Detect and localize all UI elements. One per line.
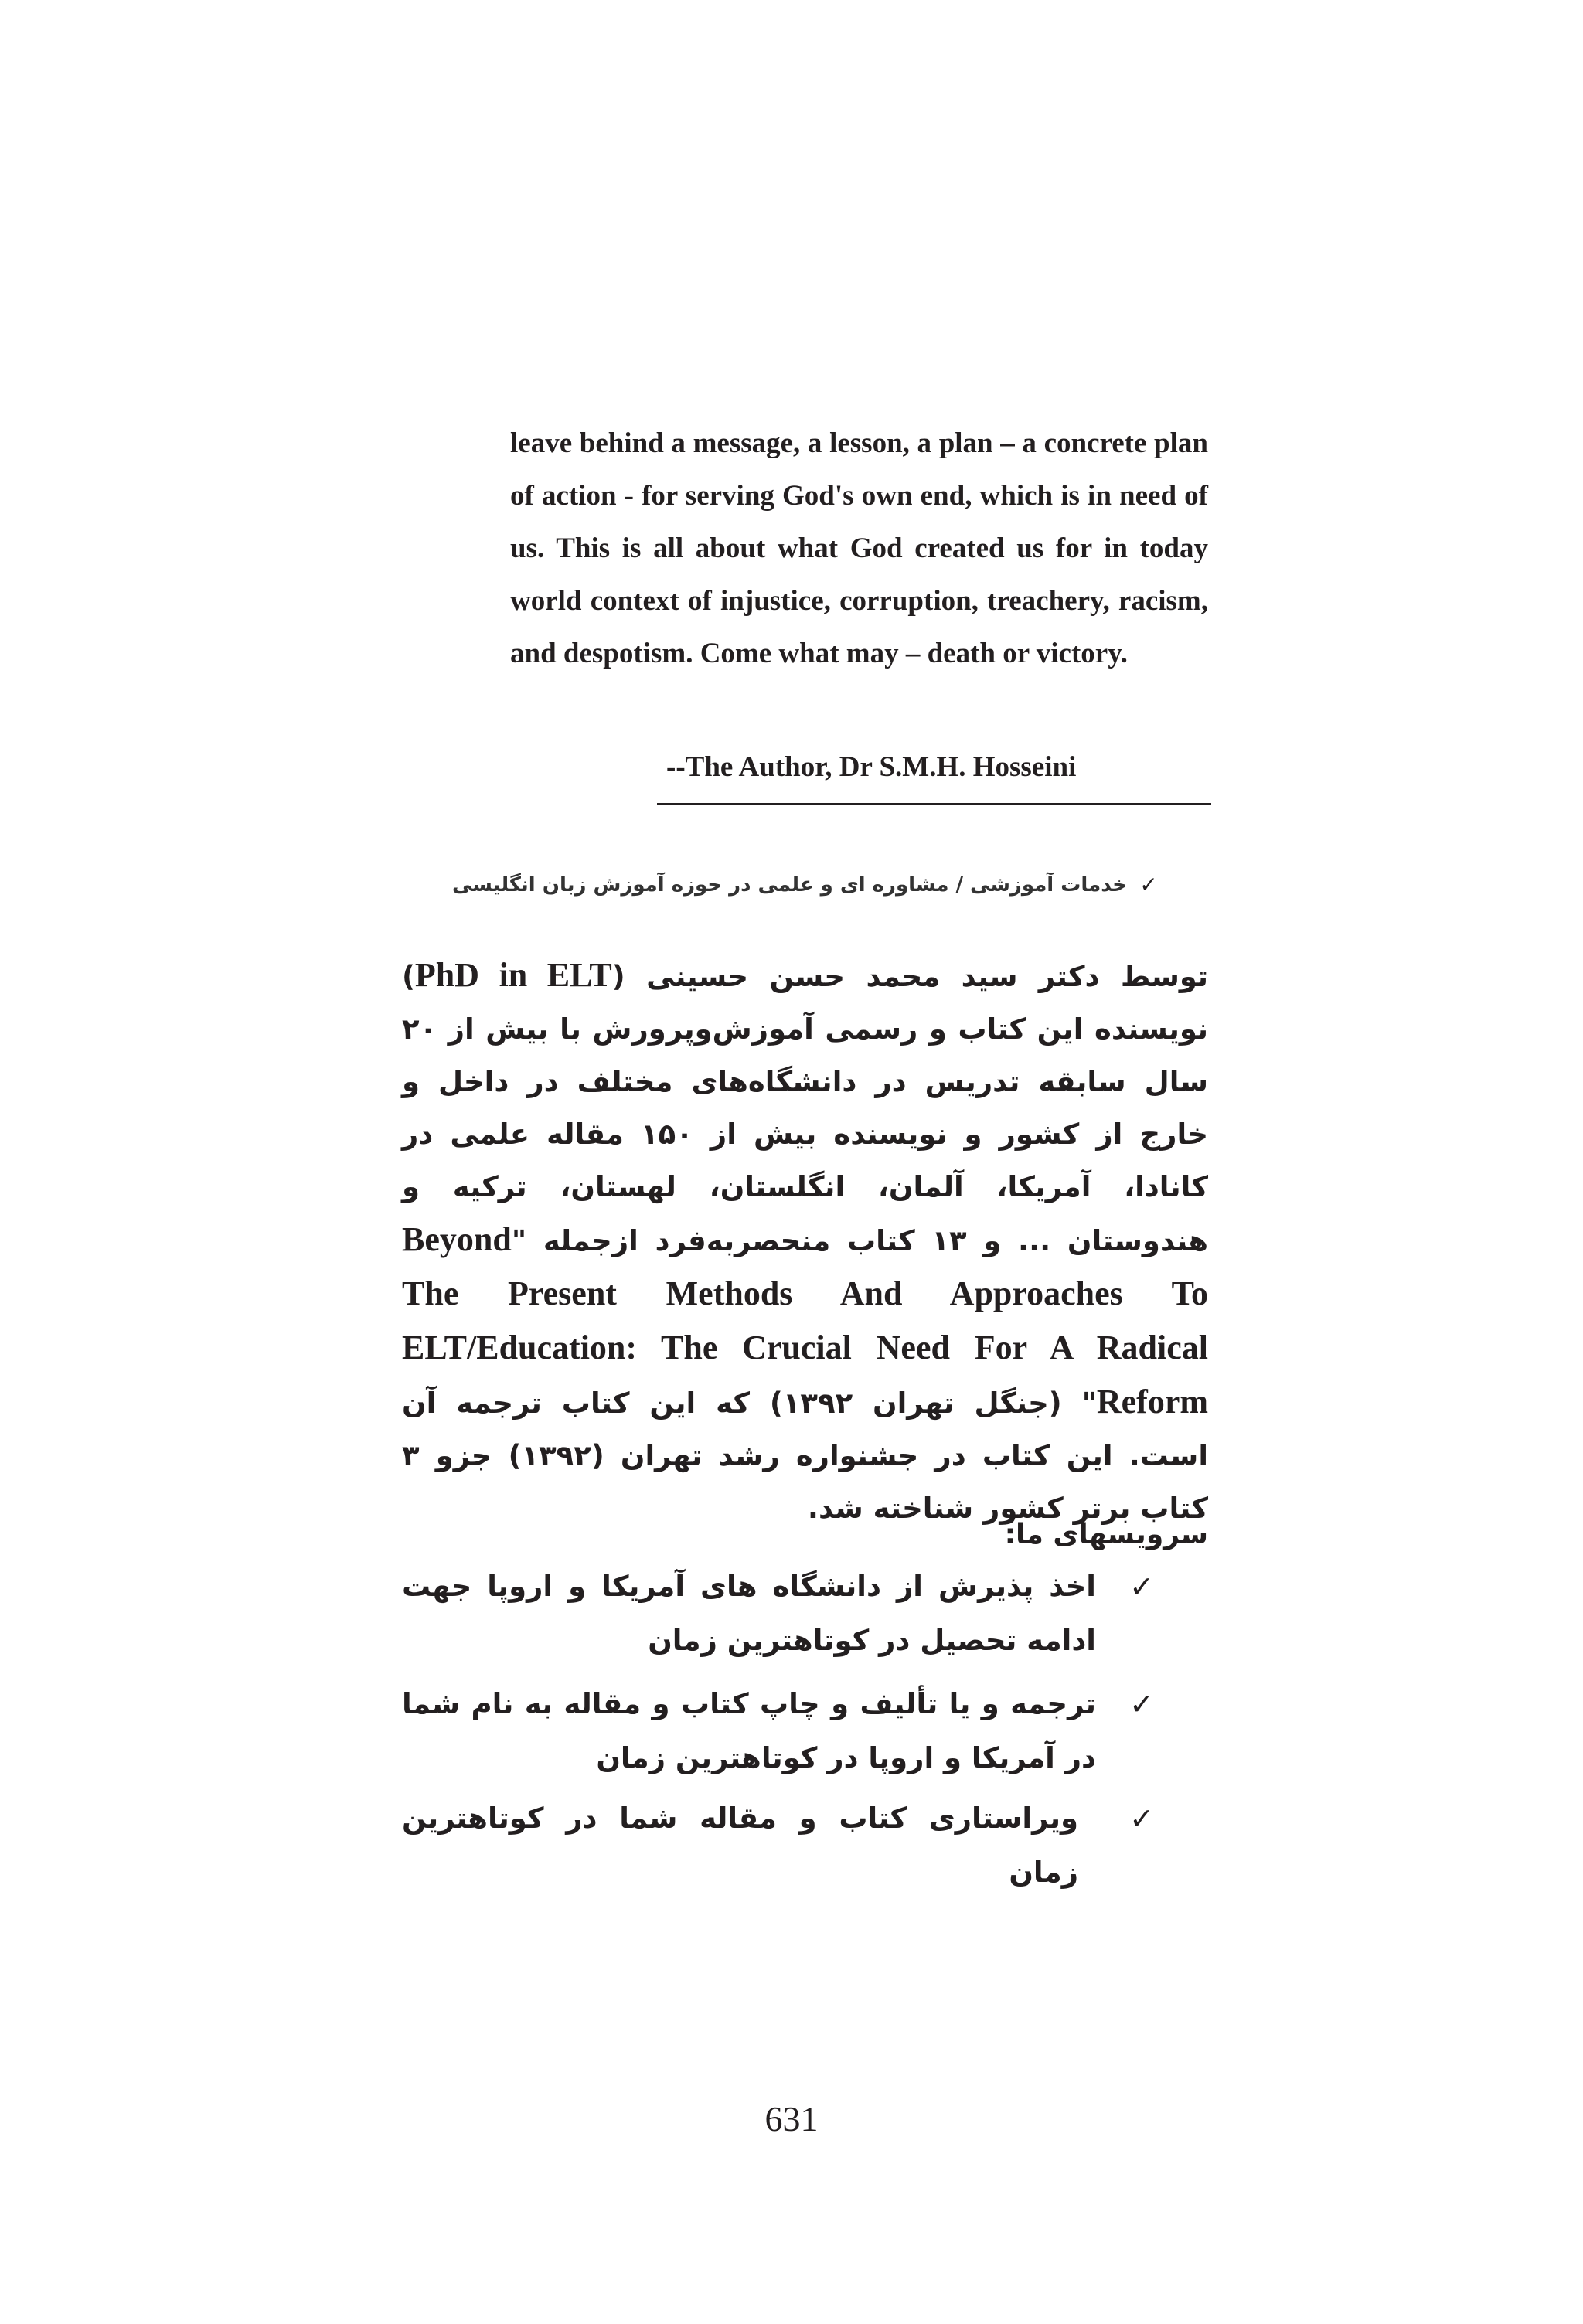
bio-text-part1: توسط دکتر سید محمد حسن حسینی ( [611, 960, 1208, 993]
author-bio-paragraph [402, 949, 1208, 1535]
bio-book-title: Beyond The Present Methods And Approaches To ELT/Education: The Crucial Need For A Radical Reform [402, 1220, 1208, 1421]
service-item: اخذ پذیرش از دانشگاه های آمریکا و اروپا جهت ادامه تحصیل در کوتاهترین زمان [402, 1570, 1096, 1657]
checkmark-icon: ✓ [1129, 1570, 1154, 1604]
checkmark-icon: ✓ [1129, 1687, 1154, 1721]
bio-text-part3: " (جنگل تهران ۱۳۹۲) که این کتاب ترجمه آن است. این کتاب در جشنواره رشد تهران (۱۳۹۲) جزو ۳ کتاب برتر کشور شناخته شد. [402, 1387, 1209, 1525]
checkmark-icon: ✓ [1139, 872, 1158, 897]
quote-signature: --The Author, Dr S.M.H. Hosseini [666, 751, 1077, 783]
service-item: ویراستاری کتاب و مقاله شما در کوتاهترین زمان [402, 1802, 1078, 1889]
signature-underline [657, 803, 1211, 805]
quote-paragraph: leave behind a message, a lesson, a plan – a concrete plan of action - for serving God's own end, which is in need of us. This is all about what God created us for in today world context of injustice, corruption, treachery, racism, and despotism. Come what may – death or victory. [510, 427, 1208, 669]
bio-degree: PhD in ELT [414, 956, 612, 994]
service-item: ترجمه و یا تألیف و چاپ کتاب و مقاله به نام شما در آمریکا و اروپا در کوتاهترین زمان [402, 1687, 1096, 1774]
bio-text-part2: ) نویسنده این کتاب و رسمی آموزش‌وپرورش با بیش از ۲۰ سال سابقه تدریس در دانشگاه‌های مختلف در داخل و خارج از کشور و نویسنده بیش از ۱۵۰ مقاله علمی در کانادا، آمریکا، آلمان، انگلستان، لهستان، ترکیه و هندوستان ... و ۱۳ کتاب منحصربه‌فرد ازجمله " [402, 960, 1209, 1257]
page-number: 631 [764, 2099, 819, 2139]
services-heading: خدمات آموزشی / مشاوره ای و علمی در حوزه آموزش زبان انگلیسی [451, 873, 1127, 897]
checkmark-icon: ✓ [1129, 1802, 1154, 1836]
services-title: سرویسهای ما: [1004, 1519, 1208, 1550]
